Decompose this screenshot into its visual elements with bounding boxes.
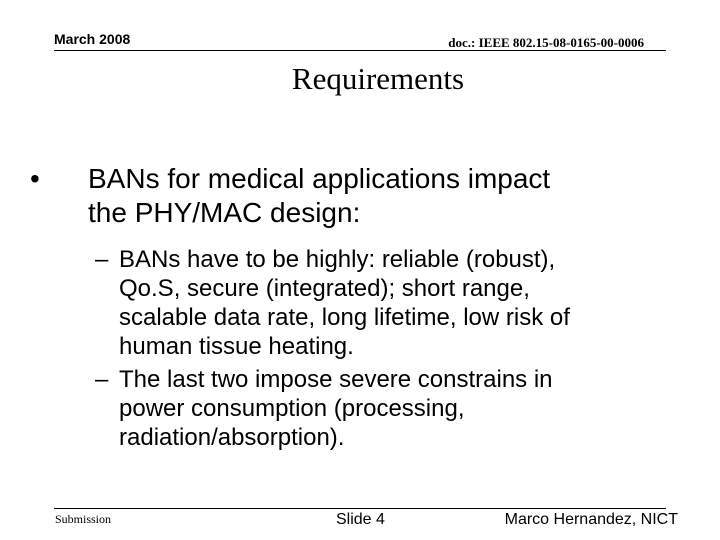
sub-bullet-2-line-1: The last two impose severe constrains in (119, 366, 553, 393)
slide-title: Requirements (291, 61, 465, 96)
header-rule (54, 50, 666, 51)
footer-slide-number: Slide 4 (336, 511, 385, 528)
footer-author: Marco Hernandez, NICT (504, 511, 678, 528)
bullet-1-line-2: the PHY/MAC design: (88, 197, 361, 228)
footer-submission: Submission (55, 512, 112, 526)
sub-bullet-1-line-3: scalable data rate, long lifetime, low risk of (119, 304, 570, 331)
sub-bullet-1-line-2: Qo.S, secure (integrated); short range, (119, 275, 530, 302)
sub-bullet-2-line-2: power consumption (processing, (119, 395, 465, 422)
bullet-1-mark: • (30, 163, 40, 194)
sub-bullet-1 (30, 245, 680, 361)
sub-bullet-2 (30, 365, 680, 452)
header-date: March 2008 (54, 31, 131, 47)
sub-bullet-1-line-1: BANs have to be highly: reliable (robust), (119, 246, 556, 273)
sub-bullet-2-mark: – (95, 366, 109, 393)
bullet-1-line-1: BANs for medical applications impact (88, 163, 551, 194)
sub-bullet-1-mark: – (95, 246, 109, 273)
sub-bullet-2-line-3: radiation/absorption). (119, 424, 345, 451)
header-doc-id: doc.: IEEE 802.15-08-0165-00-0006 (448, 35, 644, 50)
sub-bullet-1-line-4: human tissue heating. (119, 333, 354, 360)
slide-body (30, 162, 680, 452)
footer-rule (54, 508, 666, 509)
bullet-1 (30, 162, 680, 230)
